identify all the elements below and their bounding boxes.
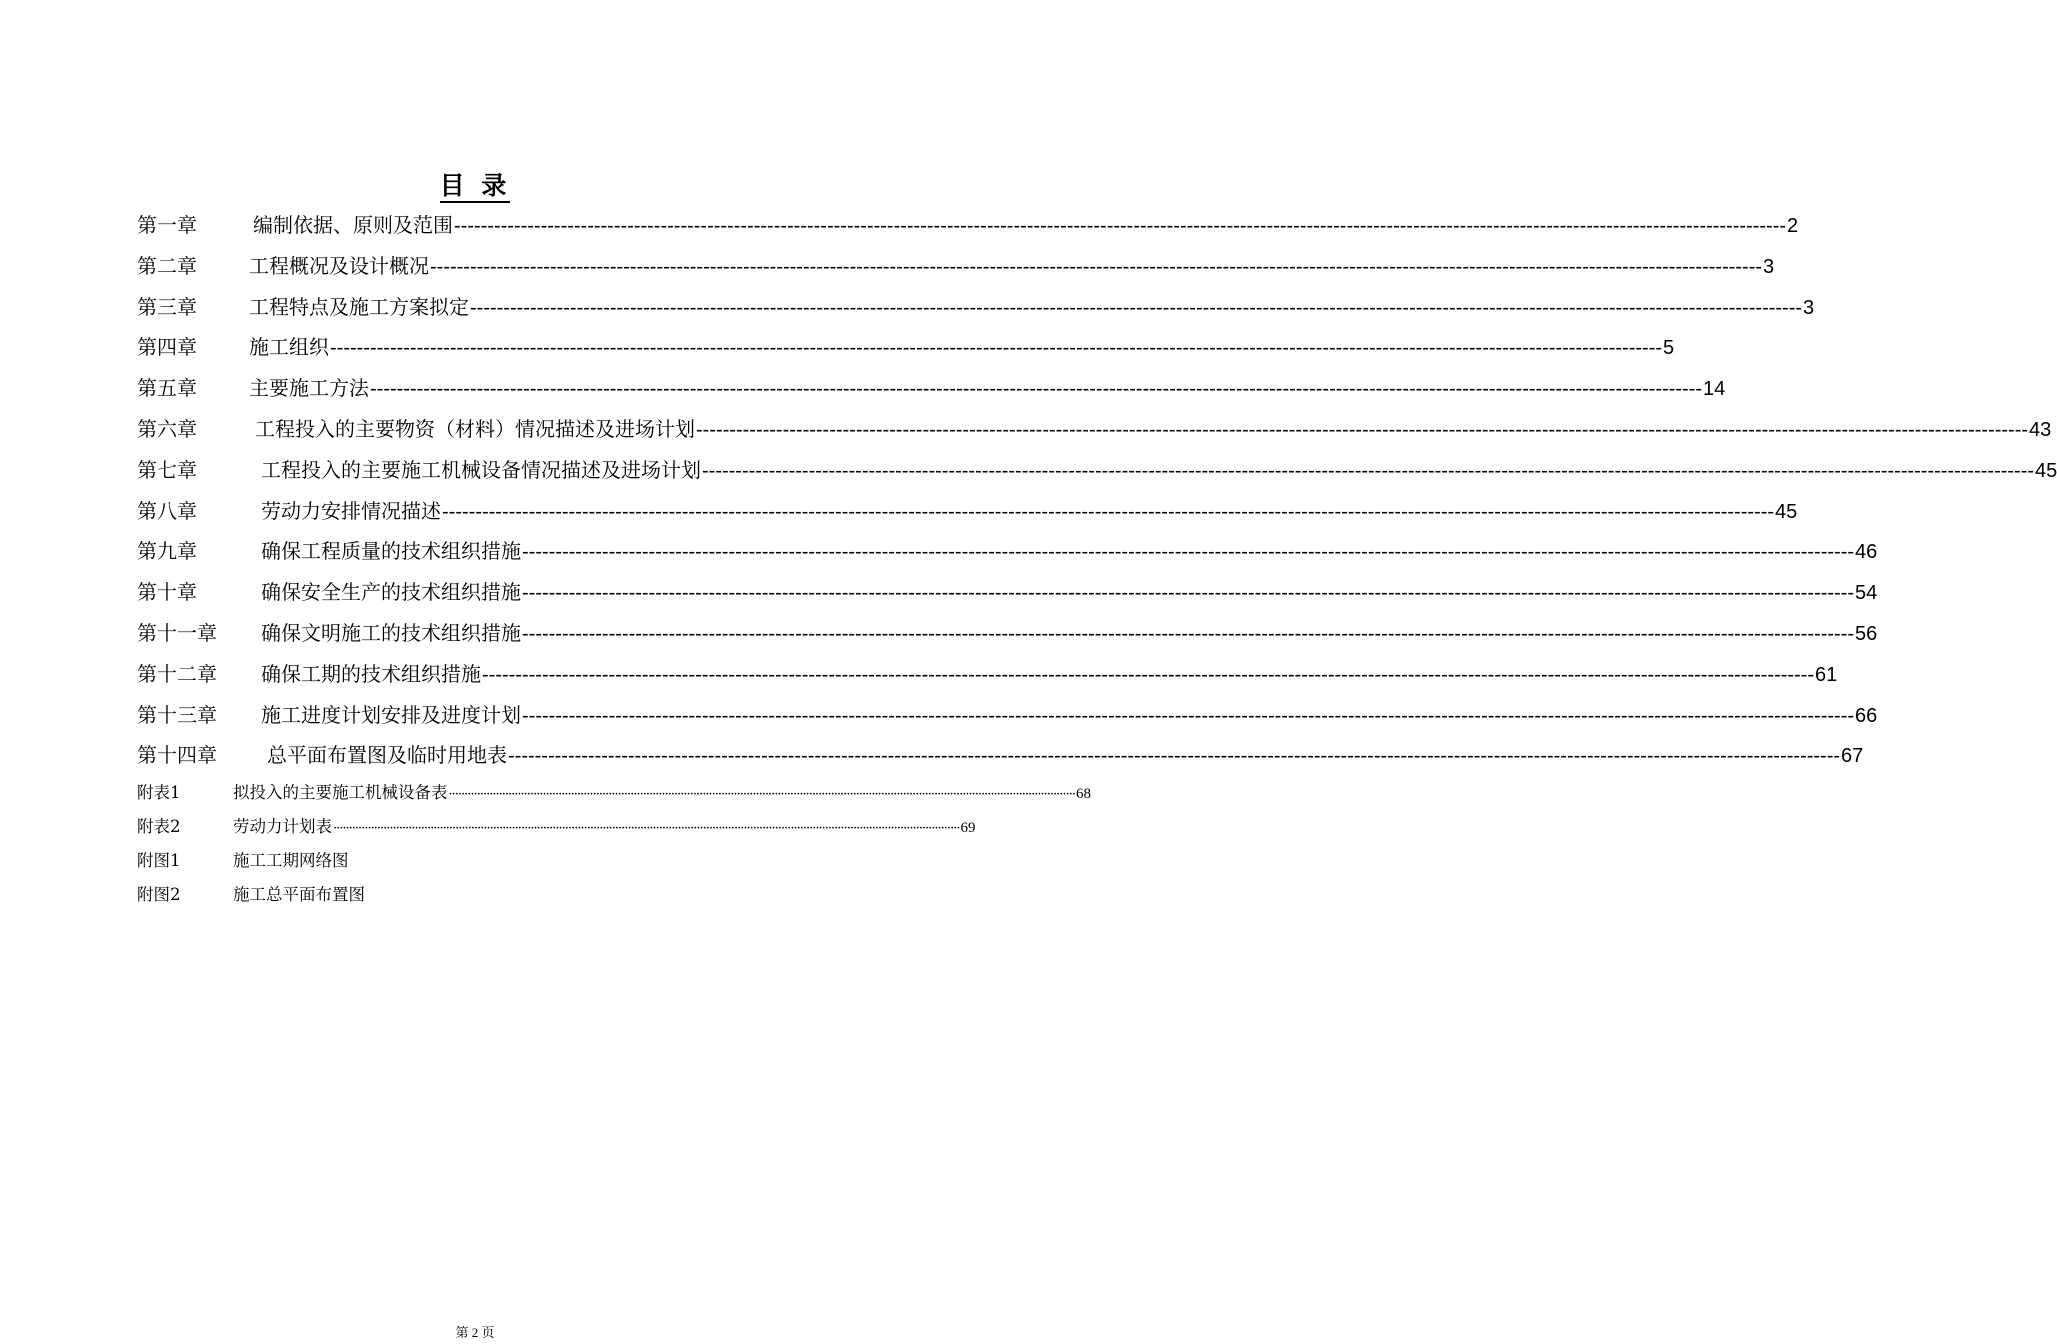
toc-entry-chapter-8[interactable] xyxy=(137,491,1798,532)
chapter-title: 确保安全生产的技术组织措施 xyxy=(261,580,521,605)
toc-entry-chapter-5[interactable] xyxy=(137,368,1726,409)
toc-title xyxy=(0,166,950,202)
toc-title-text: 目 录 xyxy=(440,171,511,203)
page-number: 66 xyxy=(1855,704,1878,727)
dot-leader: -------------------------------------------------------------------------------------------------------------------------------------------------------------------------------------------------------- xyxy=(430,255,1763,278)
dot-leader: -------------------------------------------------------------------------------------------------------------------------------------------------------------------------------------------------------- xyxy=(696,418,2029,441)
chapter-title: 确保文明施工的技术组织措施 xyxy=(261,620,521,645)
chapter-title: 劳动力安排情况描述 xyxy=(261,498,441,523)
chapter-number: 第七章 xyxy=(137,457,197,482)
chapter-number: 第十四章 xyxy=(137,743,217,768)
dot-leader: -------------------------------------------------------------------------------------------------------------------------------------------------------------------------------------------------------- xyxy=(482,663,1815,686)
chapter-title: 确保工程质量的技术组织措施 xyxy=(261,539,521,564)
toc-entry-chapter-13[interactable] xyxy=(137,695,1878,736)
chapter-number: 第六章 xyxy=(137,416,197,441)
chapter-number: 第二章 xyxy=(137,253,197,278)
toc-entry-chapter-11[interactable] xyxy=(137,613,1878,654)
dot-leader: -------------------------------------------------------------------------------------------------------------------------------------------------------------------------------------------------------- xyxy=(702,459,2035,482)
dot-leader: -------------------------------------------------------------------------------------------------------------------------------------------------------------------------------------------------------- xyxy=(508,745,1841,768)
chapter-number: 第十二章 xyxy=(137,661,217,686)
chapter-number: 第八章 xyxy=(137,498,197,523)
dot-leader: -------------------------------------------------------------------------------------------------------------------------------------------------------------------------------------------------------- xyxy=(522,622,1855,645)
appendix-number: 附表1 xyxy=(137,783,181,803)
appendix-title: 施工工期网络图 xyxy=(233,851,349,871)
chapter-number: 第十章 xyxy=(137,580,197,605)
chapter-number: 第一章 xyxy=(137,213,197,237)
toc-entry-appendix-table-2[interactable] xyxy=(137,810,976,844)
chapter-number: 第五章 xyxy=(137,376,197,401)
page-number: 67 xyxy=(1841,745,1864,768)
toc-entry-chapter-9[interactable] xyxy=(137,531,1878,572)
dot-leader: -------------------------------------------------------------------------------------------------------------------------------------------------------------------------------------------------------- xyxy=(522,541,1855,564)
toc-entry-chapter-3[interactable] xyxy=(137,287,1815,328)
chapter-title: 总平面布置图及临时用地表 xyxy=(267,743,507,768)
appendix-title: 拟投入的主要施工机械设备表 xyxy=(233,783,448,803)
page-number: 68 xyxy=(1075,786,1091,803)
chapter-title: 工程特点及施工方案拟定 xyxy=(249,294,469,319)
toc-entry-chapter-10[interactable] xyxy=(137,572,1878,613)
toc-entry-chapter-12[interactable] xyxy=(137,654,1838,695)
dot-leader: -------------------------------------------------------------------------------------------------------------------------------------------------------------------------------------------------------- xyxy=(330,337,1663,360)
page-number: 3 xyxy=(1803,296,1815,319)
appendix-number: 附表2 xyxy=(137,817,181,837)
page-number: 43 xyxy=(2029,418,2052,441)
page-number: 2 xyxy=(1787,215,1799,237)
dot-leader: -------------------------------------------------------------------------------------------------------------------------------------------------------------------------------------------------------- xyxy=(522,582,1855,605)
chapter-title: 确保工期的技术组织措施 xyxy=(261,661,481,686)
dot-leader: -------------------------------------------------------------------------------------------------------------------------------------------------------------------------------------------------------- xyxy=(454,215,1787,237)
chapter-title: 工程概况及设计概况 xyxy=(249,253,429,278)
toc-entry-appendix-table-1[interactable] xyxy=(137,776,1091,810)
toc-entry-chapter-14[interactable] xyxy=(137,735,1864,776)
appendix-number: 附图1 xyxy=(137,851,181,871)
dot-leader: -------------------------------------------------------------------------------------------------------------------------------------------------------------------------------------------------------- xyxy=(442,500,1775,523)
chapter-title: 编制依据、原则及范围 xyxy=(253,213,453,237)
dot-leader: ········································································································································································································ xyxy=(333,821,960,837)
page-number: 5 xyxy=(1663,337,1675,360)
page-number: 45 xyxy=(2035,459,2057,482)
chapter-number: 第三章 xyxy=(137,294,197,319)
chapter-title: 主要施工方法 xyxy=(249,376,369,401)
page-number: 14 xyxy=(1703,378,1726,401)
toc-entry-appendix-figure-2[interactable] xyxy=(137,878,842,912)
toc-entry-chapter-7[interactable] xyxy=(137,450,2057,491)
toc-entry-appendix-figure-1[interactable] xyxy=(137,844,842,878)
page-footer: 第 2 页 xyxy=(455,1325,495,1340)
toc-entry-chapter-1[interactable] xyxy=(137,205,1799,246)
page-number: 46 xyxy=(1855,541,1878,564)
chapter-title: 施工进度计划安排及进度计划 xyxy=(261,702,521,727)
dot-leader: -------------------------------------------------------------------------------------------------------------------------------------------------------------------------------------------------------- xyxy=(470,296,1803,319)
chapter-title: 工程投入的主要施工机械设备情况描述及进场计划 xyxy=(261,457,701,482)
page-number: 54 xyxy=(1855,582,1878,605)
dot-leader: -------------------------------------------------------------------------------------------------------------------------------------------------------------------------------------------------------- xyxy=(370,378,1703,401)
chapter-number: 第四章 xyxy=(137,335,197,360)
toc-entry-chapter-4[interactable] xyxy=(137,327,1675,368)
page-number: 69 xyxy=(960,820,976,837)
chapter-number: 第十一章 xyxy=(137,620,217,645)
chapter-number: 第十三章 xyxy=(137,702,217,727)
page-number: 61 xyxy=(1815,663,1838,686)
appendix-title: 施工总平面布置图 xyxy=(233,885,365,905)
toc-entry-chapter-2[interactable] xyxy=(137,246,1775,287)
dot-leader: ········································································································································································································ xyxy=(448,787,1075,803)
appendix-title: 劳动力计划表 xyxy=(233,817,332,837)
appendix-number: 附图2 xyxy=(137,885,181,905)
table-of-contents xyxy=(137,205,2057,912)
toc-entry-chapter-6[interactable] xyxy=(137,409,2052,450)
chapter-number: 第九章 xyxy=(137,539,197,564)
page-number: 56 xyxy=(1855,622,1878,645)
page-number: 45 xyxy=(1775,500,1798,523)
chapter-title: 施工组织 xyxy=(249,335,329,360)
chapter-title: 工程投入的主要物资（材料）情况描述及进场计划 xyxy=(255,416,695,441)
page-number: 3 xyxy=(1763,255,1775,278)
dot-leader: -------------------------------------------------------------------------------------------------------------------------------------------------------------------------------------------------------- xyxy=(522,704,1855,727)
